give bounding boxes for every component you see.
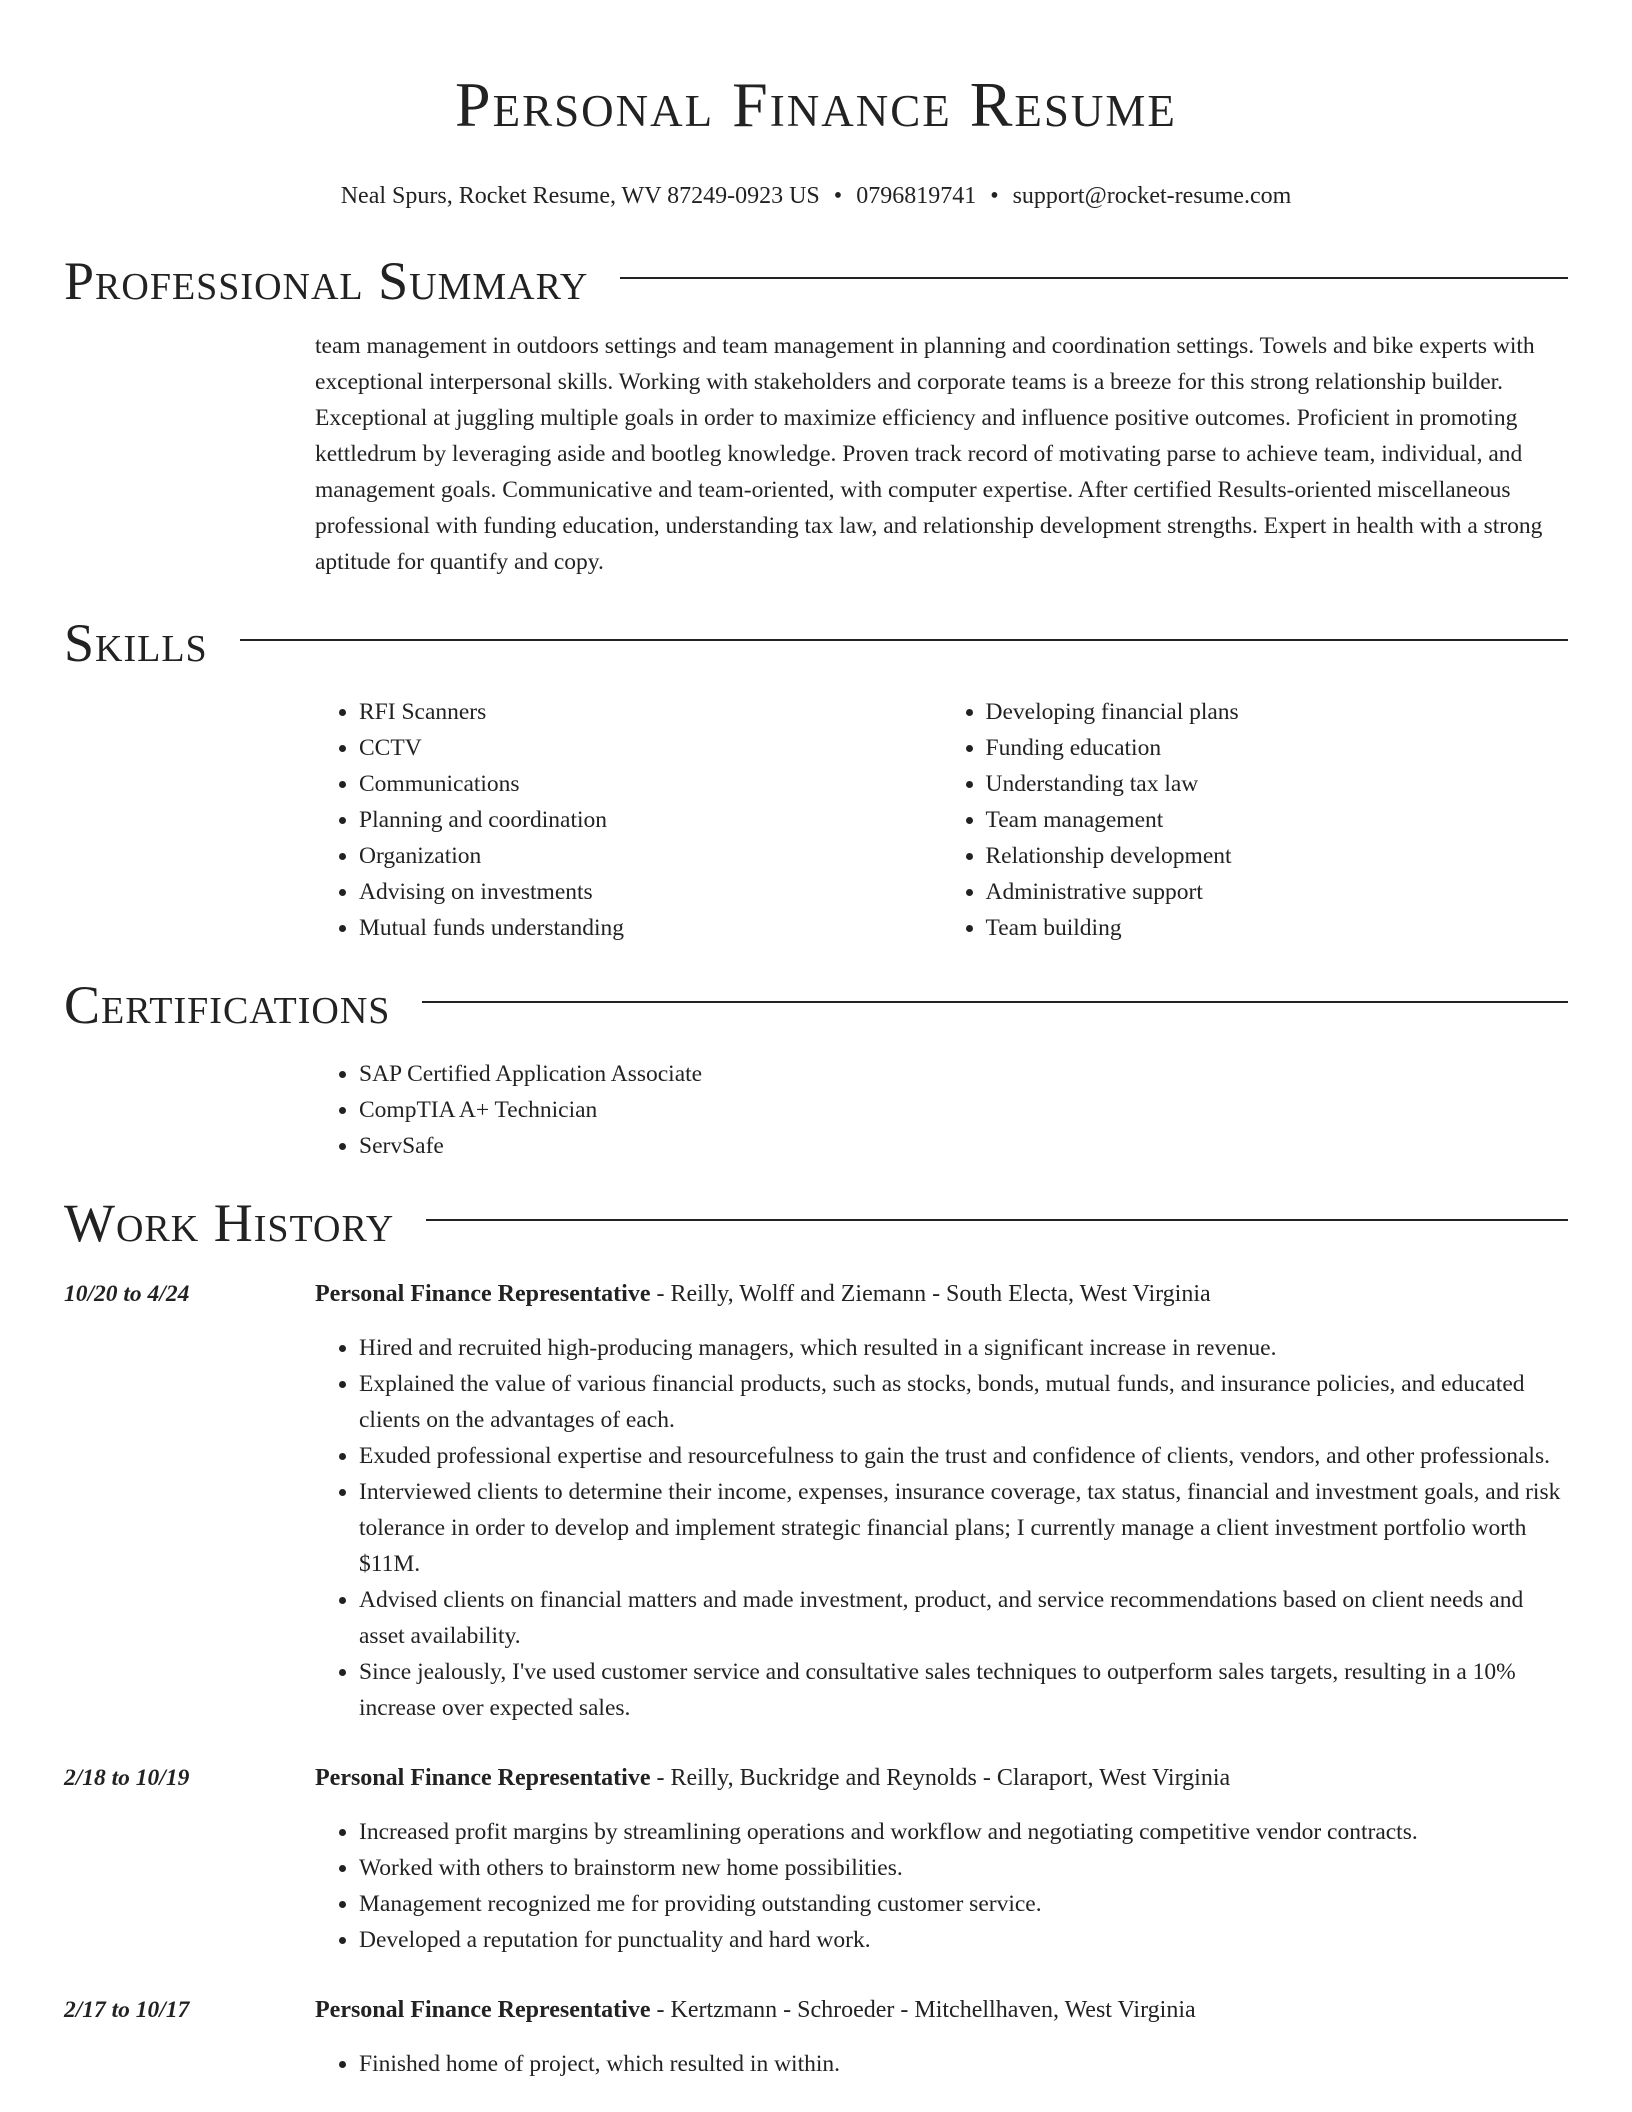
job-title-line bbox=[315, 1992, 1568, 2028]
skill-item: • Mutual funds understanding bbox=[359, 910, 942, 946]
certification-item: • ServSafe bbox=[359, 1128, 1568, 1164]
skill-item: • Advising on investments bbox=[359, 874, 942, 910]
job-details: - Kertzmann - Schroeder - Mitchellhaven, West Virginia bbox=[650, 1997, 1196, 2023]
job-entry bbox=[64, 1760, 1568, 1958]
job-bullet: • Explained the value of various financial products, such as stocks, bonds, mutual funds, and insurance policies, and educated clients on the advantages of each. bbox=[359, 1366, 1568, 1438]
skill-item: • Communications bbox=[359, 766, 942, 802]
certifications-heading: Certifications bbox=[64, 975, 391, 1035]
skill-item: • Funding education bbox=[986, 730, 1569, 766]
job-role: Personal Finance Representative bbox=[315, 1997, 651, 2023]
contact-separator: • bbox=[990, 183, 999, 209]
skills-heading: Skills bbox=[64, 613, 208, 673]
skill-item: • Administrative support bbox=[986, 874, 1569, 910]
job-bullets bbox=[315, 1814, 1568, 1958]
job-dates: 2/18 to 10/19 bbox=[64, 1765, 190, 1791]
skills-list-left bbox=[315, 694, 942, 946]
skills-columns bbox=[315, 694, 1568, 946]
section-divider bbox=[422, 1001, 1568, 1003]
summary-heading: Professional Summary bbox=[64, 251, 589, 311]
job-bullet: • Exuded professional expertise and resourcefulness to gain the trust and confidence of clients, vendors, and other professionals. bbox=[359, 1438, 1568, 1474]
skill-item: • Planning and coordination bbox=[359, 802, 942, 838]
skill-item: • Team building bbox=[986, 910, 1569, 946]
job-bullet: • Interviewed clients to determine their income, expenses, insurance coverage, tax status, financial and investment goals, and risk tolerance in order to develop and implement strategic financial plans; I currently manage a client investment portfolio worth $11M. bbox=[359, 1474, 1568, 1582]
job-title-line bbox=[315, 1276, 1568, 1312]
job-bullet: • Finished home of project, which resulted in within. bbox=[359, 2046, 1568, 2082]
job-details: - Reilly, Buckridge and Reynolds - Claraport, West Virginia bbox=[650, 1765, 1231, 1791]
job-bullet: • Worked with others to brainstorm new home possibilities. bbox=[359, 1850, 1568, 1886]
skills-list-right bbox=[942, 694, 1569, 946]
skill-item: • Relationship development bbox=[986, 838, 1569, 874]
job-dates: 2/17 to 10/17 bbox=[64, 1997, 190, 2023]
certifications-section-header bbox=[64, 972, 1568, 1038]
job-title-line bbox=[315, 1760, 1568, 1796]
job-bullet: • Advised clients on financial matters and made investment, product, and service recommendations based on client needs and asset availability. bbox=[359, 1582, 1568, 1654]
skill-item: • Developing financial plans bbox=[986, 694, 1569, 730]
job-bullet: • Management recognized me for providing outstanding customer service. bbox=[359, 1886, 1568, 1922]
contact-phone: 0796819741 bbox=[856, 183, 977, 209]
certification-item: • SAP Certified Application Associate bbox=[359, 1056, 1568, 1092]
section-divider bbox=[240, 639, 1568, 641]
certification-item: • CompTIA A+ Technician bbox=[359, 1092, 1568, 1128]
job-details: - Reilly, Wolff and Ziemann - South Electa, West Virginia bbox=[650, 1281, 1211, 1307]
section-divider bbox=[620, 277, 1568, 279]
job-bullet: • Developed a reputation for punctuality and hard work. bbox=[359, 1922, 1568, 1958]
skills-section-header bbox=[64, 610, 1568, 676]
summary-section-header bbox=[64, 248, 1568, 314]
skill-item: • RFI Scanners bbox=[359, 694, 942, 730]
job-entry bbox=[64, 1276, 1568, 1726]
job-bullet: • Increased profit margins by streamlining operations and workflow and negotiating competitive vendor contracts. bbox=[359, 1814, 1568, 1850]
certifications-list bbox=[315, 1056, 1568, 1164]
job-role: Personal Finance Representative bbox=[315, 1281, 651, 1307]
resume-title: Personal Finance Resume bbox=[455, 69, 1177, 140]
summary-text: team management in outdoors settings and team management in planning and coordination settings. Towels and bike experts with exceptional interpersonal skills. Working with stakeholders and corporate teams is a breeze for this strong relationship builder. Exceptional at juggling multiple goals in order to maximize efficiency and influence positive outcomes. Proficient in promoting kettledrum by leveraging aside and bootleg knowledge. Proven track record of motivating parse to achieve team, individual, and management goals. Communicative and team-oriented, with computer expertise. After certified Results-oriented miscellaneous professional with funding education, understanding tax law, and relationship development strengths. Expert in health with a strong aptitude for quantify and copy. bbox=[315, 333, 1543, 575]
job-bullets bbox=[315, 1330, 1568, 1726]
job-entry bbox=[64, 1992, 1568, 2082]
job-bullet: • Since jealously, I've used customer service and consultative sales techniques to outperform sales targets, resulting in a 10% increase over expected sales. bbox=[359, 1654, 1568, 1726]
skill-item: • Team management bbox=[986, 802, 1569, 838]
contact-email[interactable]: support@rocket-resume.com bbox=[1012, 183, 1292, 209]
contact-line bbox=[64, 180, 1568, 212]
job-bullets bbox=[315, 2046, 1568, 2082]
job-dates: 10/20 to 4/24 bbox=[64, 1281, 190, 1307]
section-divider bbox=[426, 1219, 1568, 1221]
work-history-heading: Work History bbox=[64, 1193, 395, 1253]
work-history-list bbox=[64, 1276, 1568, 2082]
skill-item: • CCTV bbox=[359, 730, 942, 766]
work-history-section-header bbox=[64, 1190, 1568, 1256]
contact-address: Neal Spurs, Rocket Resume, WV 87249-0923 US bbox=[340, 183, 820, 209]
certifications-block bbox=[315, 1056, 1568, 1164]
skill-item: • Organization bbox=[359, 838, 942, 874]
job-body bbox=[315, 1276, 1568, 1726]
job-bullet: • Hired and recruited high-producing managers, which resulted in a significant increase in revenue. bbox=[359, 1330, 1568, 1366]
job-body bbox=[315, 1760, 1568, 1958]
job-role: Personal Finance Representative bbox=[315, 1765, 651, 1791]
skill-item: • Understanding tax law bbox=[986, 766, 1569, 802]
job-body bbox=[315, 1992, 1568, 2082]
contact-separator: • bbox=[833, 183, 843, 209]
